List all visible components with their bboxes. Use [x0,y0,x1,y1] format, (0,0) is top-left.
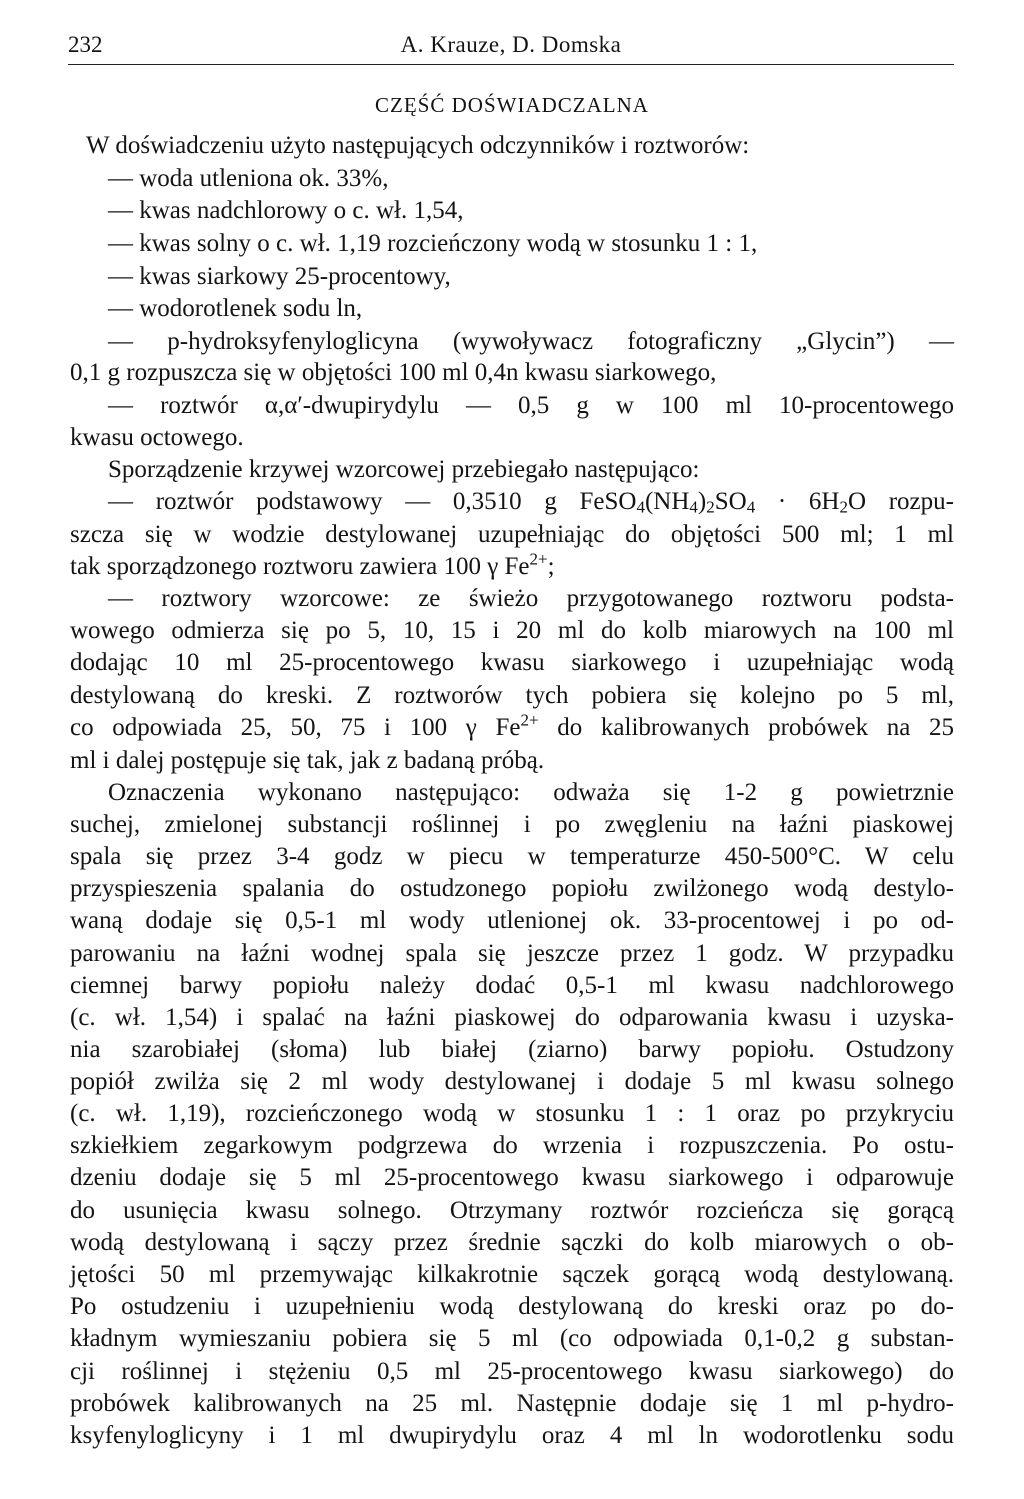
text-segment: — roztwór podstawowy — 0,3510 g FeSO [108,488,637,515]
list-item-line: — p-hydroksyfenyloglicyna (wywoływacz fotograficzny „Glycin”) — [108,328,954,355]
list-item-line: — kwas nadchlorowy o c. wł. 1,54, [108,197,464,224]
paragraph-first-line: Oznaczenia wykonano następująco: odważa się 1-2 g powietrznie [108,779,954,806]
section-title: CZĘŚĆ DOŚWIADCZALNA [375,93,649,117]
text-line: przyspieszenia spalania do ostudzonego popiołu zwilżonego wodą destylo- [70,875,954,902]
text-line: destylowaną do kreski. Z roztworów tych pobiera się kolejno po 5 ml, [70,682,954,709]
text-segment: co odpowiada 25, 50, 75 i 100 γ Fe [70,714,521,741]
text-line: dzeniu dodaje się 5 ml 25-procentowego kwasu siarkowego i odparowuje [70,1164,954,1191]
text-line: suchej, zmielonej substancji roślinnej i po zwęgleniu na łaźni piaskowej [70,811,954,838]
list-item-line: — roztwór α,α′-dwupirydylu — 0,5 g w 100 ml 10-procentowego [108,392,954,419]
formula-line [108,487,954,517]
list-item-line: — roztwory wzorcowe: ze świeżo przygotowanego roztworu podsta- [108,585,954,612]
subscript: 4 [746,497,756,517]
text-segment: do kalibrowanych probówek na 25 [538,714,954,741]
text-segment: O rozpu- [847,488,954,515]
list-item-line: — woda utleniona ok. 33%, [108,165,389,192]
text-line: ksyfenyloglicyny i 1 ml dwupirydylu oraz 4 ml ln wodorotlenku sodu [70,1422,954,1449]
list-item-line: — wodorotlenek sodu ln, [108,295,363,322]
text-line: parowaniu na łaźni wodnej spala się jeszcze przez 1 godz. W przypadku [70,940,954,967]
text-line: waną dodaje się 0,5-1 ml wody utlenionej ok. 33-procentowej i po od- [70,907,954,934]
subscript: 2 [839,497,848,517]
text-segment: SO [714,488,747,515]
page-header [68,30,954,65]
text-line: do usunięcia kwasu solnego. Otrzymany roztwór rozcieńcza się gorącą [70,1197,954,1224]
text-line: wowego odmierza się po 5, 10, 15 i 20 ml do kolb miarowych na 100 ml [70,617,954,644]
text-line: ciemnej barwy popiołu należy dodać 0,5-1 ml kwasu nadchlorowego [70,972,954,999]
text-line: (c. wł. 1,19), rozcieńczonego wodą w stosunku 1 : 1 oraz po przykryciu [70,1100,954,1127]
text-segment: ) [697,488,707,515]
formula-line [70,710,954,743]
text-segment: tak sporządzonego roztworu zawiera 100 γ Fe [70,553,530,580]
text-line: jętości 50 ml przemywając kilkakrotnie sączek gorącą wodą destylowaną. [70,1261,954,1288]
text-line: cji roślinnej i stężeniu 0,5 ml 25-procentowego kwasu siarkowego) do [70,1358,954,1385]
text-line: wodą destylowaną i sączy przez średnie sączki do kolb miarowych o ob- [70,1229,954,1256]
subscript: 2 [706,497,715,517]
text-line: spala się przez 3-4 godz w piecu w temperaturze 450-500°C. W celu [70,843,954,870]
text-line: ml i dalej postępuje się tak, jak z badaną próbą. [70,747,545,774]
page-number: 232 [68,32,103,57]
text-line: Po ostudzeniu i uzupełnieniu wodą destylowaną do kreski oraz po do- [70,1293,954,1320]
text-line: 0,1 g rozpuszcza się w objętości 100 ml 0,4n kwasu siarkowego, [70,359,717,386]
text-line: dodając 10 ml 25-procentowego kwasu siarkowego i uzupełniając wodą [70,649,954,676]
text-line: probówek kalibrowanych na 25 ml. Następnie dodaje się 1 ml p-hydro- [70,1390,954,1417]
text-line: kładnym wymieszaniu pobiera się 5 ml (co odpowiada 0,1-0,2 g substan- [70,1325,954,1352]
text-line: popiół zwilża się 2 ml wody destylowanej i dodaje 5 ml kwasu solnego [70,1068,954,1095]
list-item-line: — kwas siarkowy 25-procentowy, [108,263,451,290]
subscript: 4 [636,497,645,517]
text-segment: ; [547,553,555,580]
list-item-line: — kwas solny o c. wł. 1,19 rozcieńczony wodą w stosunku 1 : 1, [108,230,758,257]
text-line: kwasu octowego. [70,424,244,451]
text-segment: · 6H [755,488,840,515]
text-segment: (NH [644,488,690,515]
text-line: Sporządzenie krzywej wzorcowej przebiegało następująco: [108,456,700,483]
text-line: szkiełkiem zegarkowym podgrzewa do wrzenia i rozpuszczenia. Po ostu- [70,1132,954,1159]
formula-line [70,549,954,582]
subscript: 4 [689,497,698,517]
text-line: nia szarobiałej (słoma) lub białej (ziarno) barwy popiołu. Ostudzony [70,1036,954,1063]
superscript: 2+ [529,549,548,569]
text-line: (c. wł. 1,54) i spalać na łaźni piaskowej do odparowania kwasu i uzyska- [70,1004,954,1031]
running-head-authors: A. Krauze, D. Domska [400,32,622,57]
text-line: szcza się w wodzie destylowanej uzupełniając do objętości 500 ml; 1 ml [70,521,954,548]
superscript: 2+ [520,710,539,730]
text-line: W doświadczeniu użyto następujących odczynników i roztworów: [86,132,750,159]
